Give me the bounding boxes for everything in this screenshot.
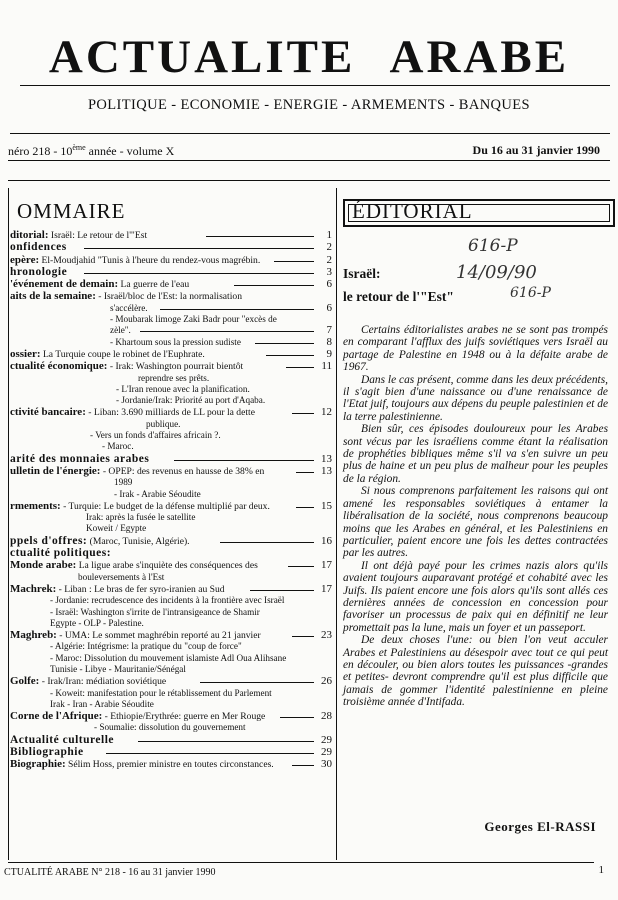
toc-subentry	[10, 337, 332, 348]
toc-subentry	[10, 572, 332, 583]
toc-leader-line	[234, 285, 314, 286]
toc-leader-line	[250, 590, 314, 591]
toc-page-number: 15	[321, 499, 332, 512]
left-margin-rule	[8, 188, 9, 860]
article-paragraph: Si nous comprenons parfaitement les raisons qui ont amené les responsables soviétiques à entamer la libéralisation de la société, nous comprenons beaucoup moins que les Arabes en général, et les Palestiniens en particulier, paient encore une fois les dettes contractées par les autres.	[343, 485, 608, 560]
masthead-subtitle: POLITIQUE - ECONOMIE - ENERGIE - ARMEMENTS - BANQUES	[87, 97, 531, 113]
toc-entry-label: ppels d'offres:	[10, 534, 88, 547]
toc-subentry-text: - Soumalie: dissolution du gouvernement	[94, 722, 246, 733]
toc-entry	[10, 278, 332, 290]
article-title: Israël: le retour de l'"Est"	[343, 266, 454, 304]
toc-entry-title: La ligue arabe s'inquiète des conséquences des	[76, 560, 258, 572]
toc-entry-label: Corne de l'Afrique:	[10, 710, 103, 723]
masthead-title: ACTUALITE ARABE	[48, 31, 570, 83]
toc-entry-label: 'événement de demain:	[10, 278, 119, 291]
toc-entry	[10, 629, 332, 641]
toc-subentry-text: - Jordanie/Irak: Priorité au port d'Aqaba.	[116, 395, 266, 406]
masthead-rule-bottom	[10, 133, 610, 134]
column-divider	[336, 188, 337, 860]
toc-entry	[10, 241, 332, 253]
toc-page-number: 13	[321, 452, 332, 465]
toc-entry-title: - Israël/bloc de l'Est: la normalisation	[95, 291, 242, 303]
footer-rule	[8, 862, 594, 863]
toc-entry-label: ulletin de l'énergie:	[10, 464, 101, 477]
toc-subentry-text: bouleversements à l'Est	[78, 571, 165, 582]
toc-subentry-text: s'accélère.	[110, 302, 148, 313]
toc-page-number: 29	[321, 733, 332, 746]
toc-subentry	[10, 664, 332, 675]
toc-subentry-text: - Algérie: Intégrisme: la pratique du "coup de force"	[50, 641, 242, 652]
article-paragraph: De deux choses l'une: ou bien l'on veut acculer Arabes et Palestiniens au désespoir avec tout ce qui peut en découler, ou bien alors toutes les puissances -grandes et petites- devront comprendre qu'il est plus difficile que jamais de gommer l'identité palestinienne en pleine troisième année d'Intifada.	[343, 634, 608, 709]
toc-subentry-text: Irak - Iran - Arabie Séoudite	[50, 698, 154, 709]
toc-page-number: 2	[326, 253, 332, 266]
toc-entry	[10, 746, 332, 758]
toc-entry	[10, 583, 332, 595]
toc-entry-label: hronologie	[10, 265, 68, 278]
editorial-label: ÉDITORIAL	[352, 199, 473, 223]
toc-subentry-text: - Moubarak limoge Zaki Badr pour "excès de	[110, 314, 277, 325]
toc-leader-line	[266, 355, 314, 356]
toc-entry	[10, 758, 332, 770]
toc-entry	[10, 710, 332, 722]
toc-page-number: 6	[326, 278, 332, 291]
toc-leader-line	[160, 309, 314, 310]
toc-subentry	[10, 722, 332, 733]
toc-subentry	[10, 384, 332, 395]
toc-entry-title: Sélim Hoss, premier ministre en toutes circonstances.	[65, 759, 274, 771]
toc-subentry	[10, 395, 332, 406]
handwritten-ref-2: 616-P	[510, 285, 551, 301]
table-of-contents	[10, 229, 332, 771]
toc-entry	[10, 290, 332, 302]
toc-entry-label: arité des monnaies arabes	[10, 452, 150, 465]
toc-entry	[10, 559, 332, 571]
toc-subentry	[10, 314, 332, 325]
toc-leader-line	[296, 472, 314, 473]
article-paragraph: Il ont déjà payé pour les crimes nazis alors qu'ils avaient toujours auparavant protégé et cohabité avec les Juifs. Ils paient encore une fois alors qu'ils sont allés ces dernières années de concession en concession pour favoriser un processus de paix qui en définitif ne leur promettait pas la lune, mais un foyer et un passeport.	[343, 559, 608, 634]
header-rule	[8, 160, 610, 161]
toc-subentry	[10, 489, 332, 500]
toc-leader-line	[288, 566, 314, 567]
toc-subentry	[10, 607, 332, 618]
toc-entry	[10, 734, 332, 746]
toc-page-number: 12	[321, 406, 332, 419]
toc-page-number: 7	[326, 324, 332, 337]
toc-entry-title: La Turquie coupe le robinet de l'Euphrate.	[40, 348, 205, 360]
toc-subentry	[10, 595, 332, 606]
toc-entry-title: - Liban: 3.690 milliards de LL pour la dette	[85, 407, 255, 419]
toc-page-number: 3	[326, 265, 332, 278]
toc-entry-title: - UMA: Le sommet maghrébin reporté au 21 janvier	[56, 630, 261, 642]
toc-entry-title: Israël: Le retour de l'"Est	[48, 230, 148, 241]
toc-leader-line	[206, 236, 314, 237]
toc-subentry	[10, 512, 332, 523]
toc-entry-label: onfidences	[10, 241, 67, 254]
toc-page-number: 23	[321, 629, 332, 642]
toc-entry-label: aits de la semaine:	[10, 290, 96, 303]
toc-entry	[10, 500, 332, 512]
toc-leader-line	[220, 542, 314, 543]
handwritten-date: 14/09/90	[456, 262, 537, 283]
toc-leader-line	[274, 261, 314, 262]
article-paragraph: Certains éditorialistes arabes ne se sont pas trompés en comparant l'afflux des juifs soviétiques vers Israël au partage de Palestine en 1948 ou à la défaite arabe de 1967.	[343, 324, 608, 374]
toc-subentry	[10, 523, 332, 534]
article-paragraph: Dans le cas présent, comme dans les deux précédents, il s'agit bien d'une naissance ou d'une renaissance de l'Etat juif, toujours aux dépens du peuple palestinien et de la terre palestinienne.	[343, 373, 609, 423]
toc-entry	[10, 348, 332, 360]
toc-leader-line	[292, 765, 314, 766]
toc-entry	[10, 547, 332, 559]
toc-leader-line	[292, 636, 314, 637]
toc-leader-line	[140, 331, 314, 332]
toc-page-number: 1	[326, 229, 332, 241]
toc-entry-label: ctualité politiques:	[10, 547, 112, 560]
article-paragraph: Bien sûr, ces épisodes douloureux pour les Arabes sont vécus par les israéliens comme étant la réalisation de prophéties bibliques même s'il va s'en suivre un peu plus de haine et un peu plus de malheur pour les peuples de la région.	[343, 423, 608, 485]
toc-entry-title: El-Moudjahid "Tunis à l'heure du rendez-vous magrébin.	[39, 254, 261, 266]
toc-entry-title: - Irak/Iran: médiation soviétique	[39, 676, 167, 688]
masthead-rule-top	[20, 85, 610, 86]
toc-entry-title: - Turquie: Le budget de la défense multiplié par deux.	[60, 500, 270, 512]
handwritten-ref-1: 616-P	[468, 236, 518, 256]
article-body	[343, 324, 608, 709]
toc-subentry-text: - Jordanie: recrudescence des incidents à la frontière avec Israël	[50, 595, 285, 606]
toc-entry-label: ctualité économique:	[10, 360, 108, 373]
toc-page-number: 29	[321, 746, 332, 759]
toc-entry	[10, 465, 332, 477]
toc-entry-title: - Irak: Washington pourrait bientôt	[107, 361, 244, 373]
toc-entry-label: ctivité bancaire:	[10, 406, 86, 419]
toc-subentry-text: - Maroc.	[102, 441, 134, 452]
toc-subentry-text: 1989	[114, 477, 133, 488]
toc-entry-label: rmements:	[10, 499, 61, 512]
toc-entry-label: ossier:	[10, 347, 41, 360]
toc-entry-label: ditorial:	[10, 229, 49, 241]
footer-publication: CTUALITÉ ARABE N° 218 - 16 au 31 janvier 1990	[4, 867, 216, 878]
toc-subentry	[10, 441, 332, 452]
toc-leader-line	[255, 343, 314, 344]
toc-subentry	[10, 430, 332, 441]
toc-page-number: 26	[321, 675, 332, 688]
toc-leader-line	[106, 753, 314, 754]
toc-entry	[10, 360, 332, 372]
toc-subentry	[10, 419, 332, 430]
toc-page-number: 30	[321, 758, 332, 771]
toc-entry	[10, 453, 332, 465]
toc-entry-label: Biographie:	[10, 758, 66, 771]
toc-entry-title: - Liban : Le bras de fer syro-iranien au Sud	[56, 583, 225, 595]
toc-subentry-text: Irak: après la fusée le satellite	[86, 512, 196, 523]
toc-entry-label: epère:	[10, 253, 40, 266]
toc-page-number: 28	[321, 710, 332, 723]
toc-subentry-text: Egypte - OLP - Palestine.	[50, 617, 144, 628]
issue-date: Du 16 au 31 janvier 1990	[472, 143, 600, 157]
toc-page-number: 13	[321, 464, 332, 477]
toc-leader-line	[286, 367, 314, 368]
toc-subentry	[10, 618, 332, 629]
toc-entry-label: Bibliographie	[10, 746, 84, 759]
footer-page-number: 1	[598, 864, 604, 876]
toc-leader-line	[84, 273, 314, 274]
toc-subentry	[10, 688, 332, 699]
toc-subentry	[10, 373, 332, 384]
toc-page-number: 8	[326, 335, 332, 348]
toc-subentry-text: - L'Iran renoue avec la planification.	[116, 383, 250, 394]
toc-subentry	[10, 653, 332, 664]
toc-subentry-text: reprendre ses prêts.	[138, 372, 210, 383]
toc-entry-label: Monde arabe:	[10, 559, 77, 572]
toc-entry	[10, 254, 332, 266]
toc-subentry-text: Koweit / Egypte	[86, 523, 147, 534]
toc-subentry-text: - Israël: Washington s'irrite de l'intransigeance de Shamir	[50, 606, 260, 617]
toc-page-number: 2	[326, 241, 332, 254]
sommaire-title: OMMAIRE	[17, 199, 126, 223]
toc-entry-label: Actualité culturelle	[10, 733, 114, 746]
toc-page-number: 17	[321, 559, 332, 572]
toc-leader-line	[138, 741, 314, 742]
toc-leader-line	[280, 717, 314, 718]
toc-subentry-text: zèle".	[110, 325, 131, 336]
toc-entry	[10, 266, 332, 278]
toc-leader-line	[84, 248, 314, 249]
toc-subentry	[10, 699, 332, 710]
toc-subentry-text: Tunisie - Libye - Mauritanie/Sénégal	[50, 663, 186, 674]
toc-entry	[10, 229, 332, 241]
toc-leader-line	[296, 507, 314, 508]
toc-entry-label: Maghreb:	[10, 629, 57, 642]
toc-subentry	[10, 641, 332, 652]
toc-subentry-text: - Koweit: manifestation pour le rétablissement du Parlement	[50, 687, 272, 698]
toc-entry	[10, 535, 332, 547]
toc-subentry	[10, 303, 332, 314]
toc-entry	[10, 406, 332, 418]
toc-entry-label: Golfe:	[10, 675, 40, 688]
toc-subentry-text: publique.	[146, 418, 181, 429]
toc-entry	[10, 675, 332, 687]
toc-leader-line	[292, 413, 314, 414]
toc-page-number: 9	[326, 347, 332, 360]
toc-subentry	[10, 325, 332, 336]
toc-subentry	[10, 477, 332, 488]
toc-subentry-text: - Irak - Arabie Séoudite	[114, 488, 201, 499]
toc-entry-title: (Maroc, Tunisie, Algérie).	[87, 535, 190, 547]
toc-page-number: 16	[321, 534, 332, 547]
toc-entry-title: La guerre de l'eau	[118, 279, 190, 291]
toc-entry-label: Machrek:	[10, 582, 57, 595]
toc-page-number: 6	[326, 301, 332, 314]
issue-number: néro 218 - 10ème année - volume X	[8, 143, 175, 158]
header-rule-thin	[8, 180, 610, 181]
toc-leader-line	[174, 460, 314, 461]
toc-subentry-text: - Khartoum sous la pression sudiste	[110, 336, 241, 347]
toc-entry-title: - OPEP: des revenus en hausse de 38% en	[100, 465, 265, 477]
toc-entry-title: - Ethiopie/Erythrée: guerre en Mer Rouge	[102, 711, 266, 723]
toc-page-number: 11	[321, 360, 332, 373]
article-author: Georges El-RASSI	[484, 819, 596, 834]
toc-subentry-text: - Maroc: Dissolution du mouvement islamiste Adl Oua Alihsane	[50, 652, 287, 663]
toc-page-number: 17	[321, 582, 332, 595]
toc-leader-line	[200, 682, 314, 683]
toc-subentry-text: - Vers un fonds d'affaires africain ?.	[90, 430, 221, 441]
